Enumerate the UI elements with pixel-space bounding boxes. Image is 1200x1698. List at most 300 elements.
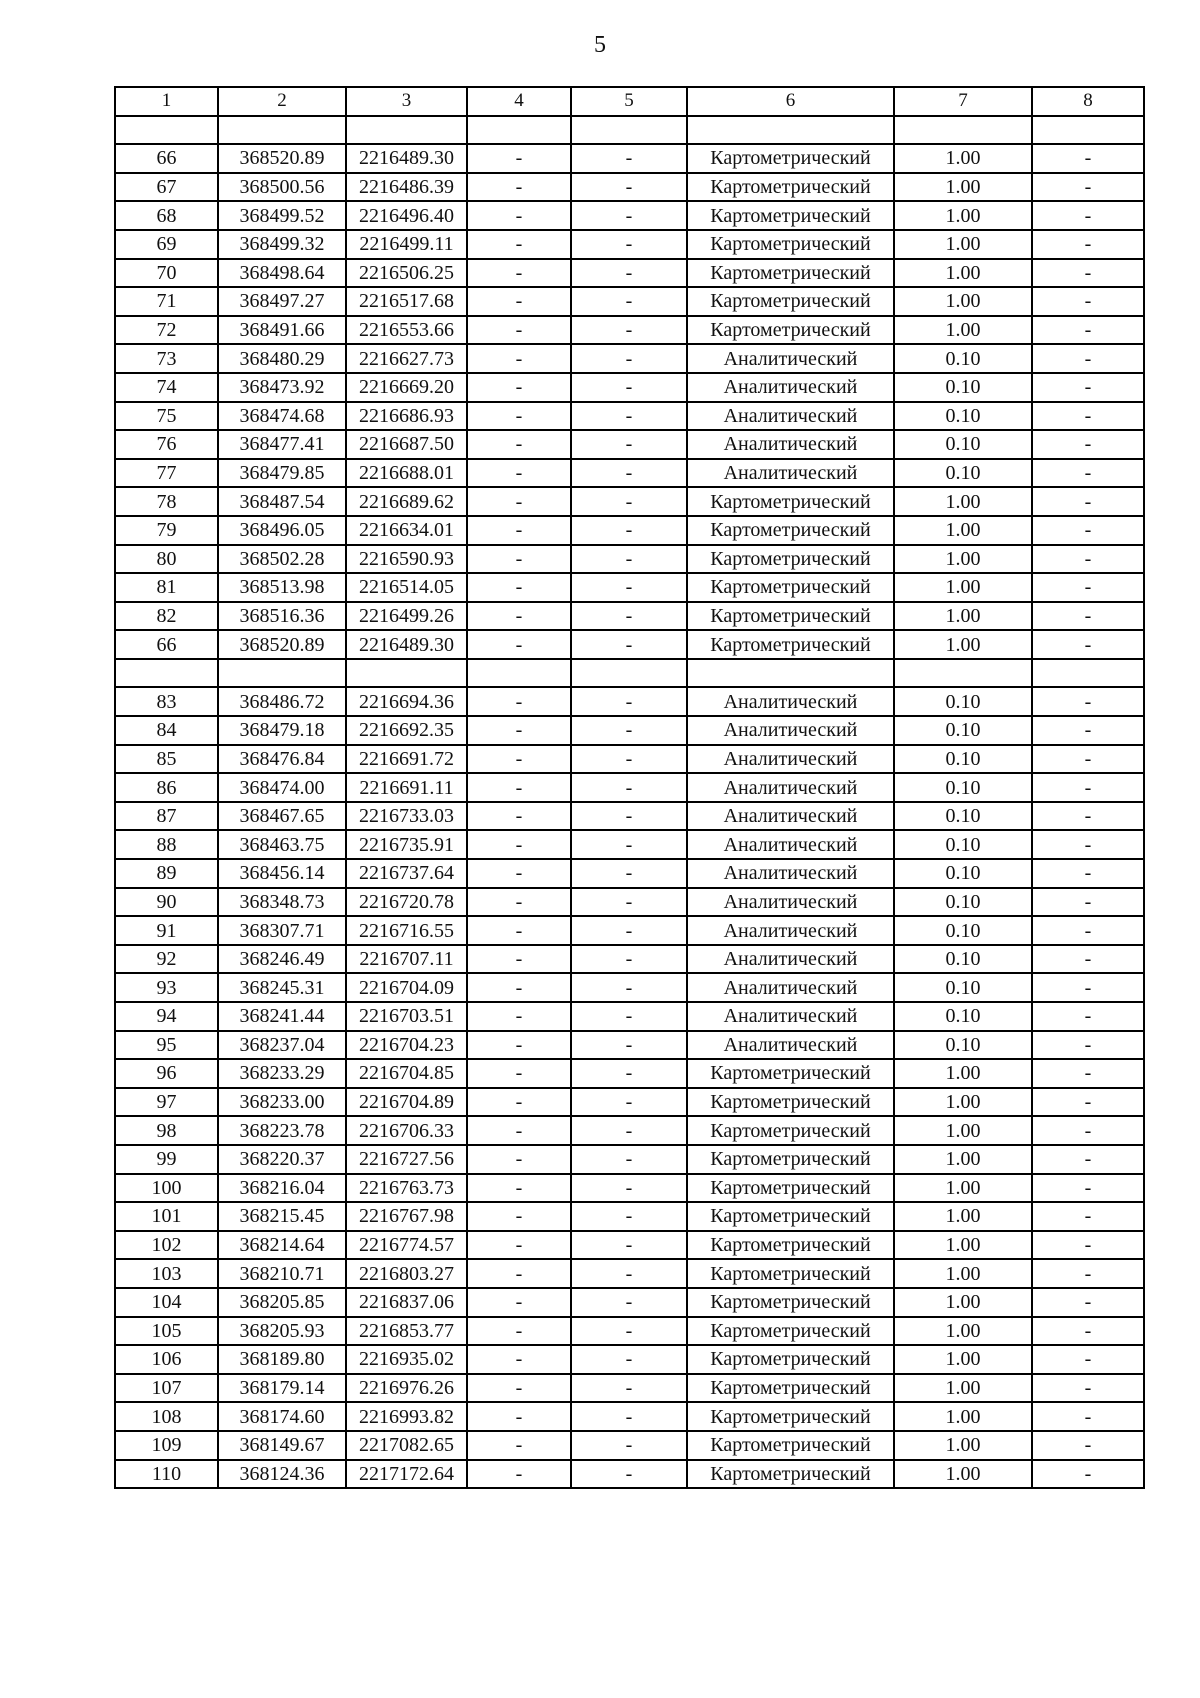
- column-5-cell: -: [571, 1231, 687, 1260]
- x-coordinate-cell: 368520.89: [218, 630, 346, 659]
- column-4-cell: -: [467, 1374, 571, 1403]
- column-4-cell: -: [467, 373, 571, 402]
- point-number-cell: 94: [115, 1002, 218, 1031]
- method-cell: Картометрический: [687, 259, 894, 288]
- column-4-cell: -: [467, 230, 571, 259]
- method-cell: Аналитический: [687, 830, 894, 859]
- table-row: [115, 545, 1144, 574]
- x-coordinate-cell: 368215.45: [218, 1202, 346, 1231]
- y-coordinate-cell: 2216694.36: [346, 687, 467, 716]
- accuracy-cell: 1.00: [894, 287, 1032, 316]
- column-5-cell: -: [571, 1031, 687, 1060]
- column-8-cell: -: [1032, 173, 1144, 202]
- accuracy-cell: 0.10: [894, 773, 1032, 802]
- x-coordinate-cell: 368499.32: [218, 230, 346, 259]
- column-5-cell: -: [571, 573, 687, 602]
- column-4-cell: -: [467, 573, 571, 602]
- point-number-cell: 79: [115, 516, 218, 545]
- x-coordinate-cell: 368124.36: [218, 1460, 346, 1489]
- method-cell: Аналитический: [687, 745, 894, 774]
- column-5-cell: -: [571, 802, 687, 831]
- method-cell: Аналитический: [687, 1002, 894, 1031]
- column-4-cell: -: [467, 1088, 571, 1117]
- table-row: [115, 1031, 1144, 1060]
- y-coordinate-cell: 2216727.56: [346, 1145, 467, 1174]
- method-cell: Аналитический: [687, 888, 894, 917]
- point-number-cell: 78: [115, 487, 218, 516]
- column-4-cell: -: [467, 1317, 571, 1346]
- method-cell: Аналитический: [687, 973, 894, 1002]
- point-number-cell: 68: [115, 201, 218, 230]
- column-8-cell: -: [1032, 745, 1144, 774]
- x-coordinate-cell: 368456.14: [218, 859, 346, 888]
- column-5-cell: -: [571, 1145, 687, 1174]
- method-cell: Картометрический: [687, 1431, 894, 1460]
- method-cell: Картометрический: [687, 1402, 894, 1431]
- accuracy-cell: 1.00: [894, 1174, 1032, 1203]
- table-row: [115, 1116, 1144, 1145]
- method-cell: [687, 116, 894, 145]
- column-5-cell: -: [571, 459, 687, 488]
- y-coordinate-cell: 2216704.85: [346, 1059, 467, 1088]
- x-coordinate-cell: 368233.00: [218, 1088, 346, 1117]
- y-coordinate-cell: 2216669.20: [346, 373, 467, 402]
- column-4-cell: -: [467, 173, 571, 202]
- x-coordinate-cell: 368179.14: [218, 1374, 346, 1403]
- table-row: [115, 1088, 1144, 1117]
- column-5-cell: -: [571, 745, 687, 774]
- accuracy-cell: 0.10: [894, 459, 1032, 488]
- accuracy-cell: 1.00: [894, 487, 1032, 516]
- x-coordinate-cell: 368496.05: [218, 516, 346, 545]
- y-coordinate-cell: 2216976.26: [346, 1374, 467, 1403]
- method-cell: Картометрический: [687, 1259, 894, 1288]
- y-coordinate-cell: 2216634.01: [346, 516, 467, 545]
- x-coordinate-cell: 368237.04: [218, 1031, 346, 1060]
- point-number-cell: [115, 659, 218, 688]
- method-cell: Аналитический: [687, 373, 894, 402]
- column-5-cell: -: [571, 916, 687, 945]
- table-row: [115, 402, 1144, 431]
- column-5-cell: -: [571, 373, 687, 402]
- column-5-cell: -: [571, 630, 687, 659]
- x-coordinate-cell: 368473.92: [218, 373, 346, 402]
- column-4-cell: -: [467, 1031, 571, 1060]
- accuracy-cell: 0.10: [894, 802, 1032, 831]
- y-coordinate-cell: 2216737.64: [346, 859, 467, 888]
- x-coordinate-cell: 368498.64: [218, 259, 346, 288]
- column-8-cell: -: [1032, 1259, 1144, 1288]
- table-row: [115, 973, 1144, 1002]
- y-coordinate-cell: 2216720.78: [346, 888, 467, 917]
- point-number-cell: 88: [115, 830, 218, 859]
- accuracy-cell: 1.00: [894, 1460, 1032, 1489]
- point-number-cell: 93: [115, 973, 218, 1002]
- accuracy-cell: 1.00: [894, 316, 1032, 345]
- accuracy-cell: [894, 659, 1032, 688]
- column-4-cell: -: [467, 545, 571, 574]
- column-8-cell: -: [1032, 916, 1144, 945]
- point-number-cell: 74: [115, 373, 218, 402]
- x-coordinate-cell: 368233.29: [218, 1059, 346, 1088]
- column-8-cell: -: [1032, 1460, 1144, 1489]
- accuracy-cell: 1.00: [894, 1231, 1032, 1260]
- table-body: [115, 87, 1144, 1488]
- point-number-cell: 70: [115, 259, 218, 288]
- column-4-cell: -: [467, 945, 571, 974]
- point-number-cell: 102: [115, 1231, 218, 1260]
- accuracy-cell: 0.10: [894, 1031, 1032, 1060]
- method-cell: Аналитический: [687, 802, 894, 831]
- table-row: [115, 916, 1144, 945]
- column-8-cell: -: [1032, 1031, 1144, 1060]
- table-row: [115, 516, 1144, 545]
- point-number-cell: 101: [115, 1202, 218, 1231]
- column-5-cell: -: [571, 287, 687, 316]
- column-8-cell: -: [1032, 430, 1144, 459]
- column-4-cell: -: [467, 1460, 571, 1489]
- accuracy-cell: 0.10: [894, 402, 1032, 431]
- table-row: [115, 602, 1144, 631]
- method-cell: Картометрический: [687, 1088, 894, 1117]
- point-number-cell: 98: [115, 1116, 218, 1145]
- table-row: [115, 1145, 1144, 1174]
- accuracy-cell: 1.00: [894, 1288, 1032, 1317]
- column-5-cell: -: [571, 1059, 687, 1088]
- accuracy-cell: 1.00: [894, 201, 1032, 230]
- table-row: [115, 745, 1144, 774]
- column-5-cell: -: [571, 516, 687, 545]
- table-row: [115, 1317, 1144, 1346]
- point-number-cell: 109: [115, 1431, 218, 1460]
- column-8-cell: -: [1032, 773, 1144, 802]
- method-cell: Картометрический: [687, 1116, 894, 1145]
- method-cell: Картометрический: [687, 1288, 894, 1317]
- method-cell: [687, 659, 894, 688]
- header-cell: 1: [115, 87, 218, 116]
- table-row: [115, 430, 1144, 459]
- column-4-cell: -: [467, 1431, 571, 1460]
- column-4-cell: -: [467, 487, 571, 516]
- column-8-cell: -: [1032, 1088, 1144, 1117]
- method-cell: Картометрический: [687, 316, 894, 345]
- column-5-cell: -: [571, 1460, 687, 1489]
- point-number-cell: 108: [115, 1402, 218, 1431]
- column-8-cell: -: [1032, 1059, 1144, 1088]
- y-coordinate-cell: 2216935.02: [346, 1345, 467, 1374]
- accuracy-cell: 1.00: [894, 602, 1032, 631]
- accuracy-cell: 1.00: [894, 1402, 1032, 1431]
- x-coordinate-cell: 368220.37: [218, 1145, 346, 1174]
- y-coordinate-cell: 2216517.68: [346, 287, 467, 316]
- method-cell: Картометрический: [687, 602, 894, 631]
- column-4-cell: -: [467, 888, 571, 917]
- column-4-cell: -: [467, 144, 571, 173]
- column-8-cell: -: [1032, 516, 1144, 545]
- column-4-cell: -: [467, 745, 571, 774]
- y-coordinate-cell: [346, 116, 467, 145]
- method-cell: Аналитический: [687, 859, 894, 888]
- y-coordinate-cell: 2216692.35: [346, 716, 467, 745]
- column-4-cell: -: [467, 630, 571, 659]
- accuracy-cell: 1.00: [894, 1088, 1032, 1117]
- y-coordinate-cell: 2216703.51: [346, 1002, 467, 1031]
- column-5-cell: -: [571, 201, 687, 230]
- table-row: [115, 459, 1144, 488]
- column-8-cell: -: [1032, 1374, 1144, 1403]
- table-row: [115, 316, 1144, 345]
- x-coordinate-cell: 368499.52: [218, 201, 346, 230]
- column-8-cell: -: [1032, 316, 1144, 345]
- x-coordinate-cell: 368500.56: [218, 173, 346, 202]
- y-coordinate-cell: 2216506.25: [346, 259, 467, 288]
- accuracy-cell: 0.10: [894, 1002, 1032, 1031]
- y-coordinate-cell: 2216691.11: [346, 773, 467, 802]
- page-number: 5: [594, 32, 606, 58]
- column-5-cell: -: [571, 773, 687, 802]
- y-coordinate-cell: 2216627.73: [346, 344, 467, 373]
- column-8-cell: -: [1032, 373, 1144, 402]
- column-4-cell: -: [467, 1116, 571, 1145]
- y-coordinate-cell: 2216688.01: [346, 459, 467, 488]
- table-row: [115, 116, 1144, 145]
- method-cell: Аналитический: [687, 773, 894, 802]
- column-4-cell: -: [467, 1345, 571, 1374]
- x-coordinate-cell: 368467.65: [218, 802, 346, 831]
- table-row: [115, 945, 1144, 974]
- y-coordinate-cell: 2216706.33: [346, 1116, 467, 1145]
- accuracy-cell: 1.00: [894, 516, 1032, 545]
- accuracy-cell: 0.10: [894, 716, 1032, 745]
- accuracy-cell: 1.00: [894, 1116, 1032, 1145]
- accuracy-cell: 0.10: [894, 373, 1032, 402]
- column-8-cell: -: [1032, 1145, 1144, 1174]
- column-4-cell: -: [467, 259, 571, 288]
- point-number-cell: 81: [115, 573, 218, 602]
- column-8-cell: -: [1032, 230, 1144, 259]
- column-4-cell: [467, 116, 571, 145]
- column-8-cell: -: [1032, 687, 1144, 716]
- method-cell: Картометрический: [687, 630, 894, 659]
- column-8-cell: -: [1032, 716, 1144, 745]
- table-row: [115, 888, 1144, 917]
- column-8-cell: -: [1032, 830, 1144, 859]
- x-coordinate-cell: [218, 116, 346, 145]
- column-5-cell: -: [571, 1288, 687, 1317]
- y-coordinate-cell: 2216691.72: [346, 745, 467, 774]
- method-cell: Картометрический: [687, 545, 894, 574]
- table-row: [115, 1259, 1144, 1288]
- column-8-cell: -: [1032, 259, 1144, 288]
- accuracy-cell: 0.10: [894, 344, 1032, 373]
- table-header-row: [115, 87, 1144, 116]
- point-number-cell: 75: [115, 402, 218, 431]
- x-coordinate-cell: 368348.73: [218, 888, 346, 917]
- table-row: [115, 687, 1144, 716]
- column-8-cell: -: [1032, 602, 1144, 631]
- y-coordinate-cell: 2216837.06: [346, 1288, 467, 1317]
- x-coordinate-cell: 368491.66: [218, 316, 346, 345]
- point-number-cell: 110: [115, 1460, 218, 1489]
- column-4-cell: -: [467, 1174, 571, 1203]
- x-coordinate-cell: 368502.28: [218, 545, 346, 574]
- method-cell: Аналитический: [687, 916, 894, 945]
- column-5-cell: -: [571, 1431, 687, 1460]
- column-5-cell: -: [571, 1374, 687, 1403]
- y-coordinate-cell: 2216763.73: [346, 1174, 467, 1203]
- column-8-cell: -: [1032, 802, 1144, 831]
- point-number-cell: 69: [115, 230, 218, 259]
- table-row: [115, 630, 1144, 659]
- y-coordinate-cell: [346, 659, 467, 688]
- method-cell: Картометрический: [687, 201, 894, 230]
- accuracy-cell: 0.10: [894, 430, 1032, 459]
- column-8-cell: -: [1032, 859, 1144, 888]
- column-8-cell: -: [1032, 1345, 1144, 1374]
- x-coordinate-cell: [218, 659, 346, 688]
- header-cell: 7: [894, 87, 1032, 116]
- table-row: [115, 802, 1144, 831]
- x-coordinate-cell: 368479.18: [218, 716, 346, 745]
- column-5-cell: -: [571, 945, 687, 974]
- coordinates-table: [114, 86, 1145, 1489]
- point-number-cell: 80: [115, 545, 218, 574]
- column-5-cell: -: [571, 716, 687, 745]
- point-number-cell: 91: [115, 916, 218, 945]
- accuracy-cell: [894, 116, 1032, 145]
- column-4-cell: -: [467, 430, 571, 459]
- column-8-cell: -: [1032, 201, 1144, 230]
- table-row: [115, 1174, 1144, 1203]
- y-coordinate-cell: 2216803.27: [346, 1259, 467, 1288]
- column-8-cell: -: [1032, 1116, 1144, 1145]
- accuracy-cell: 0.10: [894, 888, 1032, 917]
- column-4-cell: -: [467, 459, 571, 488]
- table-row: [115, 859, 1144, 888]
- column-4-cell: -: [467, 316, 571, 345]
- x-coordinate-cell: 368210.71: [218, 1259, 346, 1288]
- column-8-cell: -: [1032, 144, 1144, 173]
- table-row: [115, 1288, 1144, 1317]
- column-4-cell: -: [467, 1288, 571, 1317]
- table-row: [115, 1059, 1144, 1088]
- column-8-cell: -: [1032, 973, 1144, 1002]
- column-4-cell: -: [467, 859, 571, 888]
- method-cell: Картометрический: [687, 1202, 894, 1231]
- column-8-cell: [1032, 659, 1144, 688]
- column-4-cell: [467, 659, 571, 688]
- y-coordinate-cell: 2216499.26: [346, 602, 467, 631]
- y-coordinate-cell: 2216853.77: [346, 1317, 467, 1346]
- y-coordinate-cell: 2217172.64: [346, 1460, 467, 1489]
- column-8-cell: -: [1032, 344, 1144, 373]
- column-8-cell: -: [1032, 1202, 1144, 1231]
- column-5-cell: -: [571, 230, 687, 259]
- y-coordinate-cell: 2216496.40: [346, 201, 467, 230]
- method-cell: Картометрический: [687, 173, 894, 202]
- y-coordinate-cell: 2216590.93: [346, 545, 467, 574]
- column-5-cell: -: [571, 1317, 687, 1346]
- column-4-cell: -: [467, 1145, 571, 1174]
- column-5-cell: -: [571, 830, 687, 859]
- point-number-cell: 97: [115, 1088, 218, 1117]
- x-coordinate-cell: 368497.27: [218, 287, 346, 316]
- column-4-cell: -: [467, 773, 571, 802]
- point-number-cell: 85: [115, 745, 218, 774]
- column-4-cell: -: [467, 1059, 571, 1088]
- column-5-cell: -: [571, 545, 687, 574]
- column-4-cell: -: [467, 201, 571, 230]
- method-cell: Картометрический: [687, 1059, 894, 1088]
- point-number-cell: 83: [115, 687, 218, 716]
- accuracy-cell: 1.00: [894, 1317, 1032, 1346]
- table-row: [115, 716, 1144, 745]
- accuracy-cell: 1.00: [894, 1059, 1032, 1088]
- point-number-cell: 92: [115, 945, 218, 974]
- point-number-cell: 99: [115, 1145, 218, 1174]
- x-coordinate-cell: 368487.54: [218, 487, 346, 516]
- y-coordinate-cell: 2216716.55: [346, 916, 467, 945]
- y-coordinate-cell: 2216993.82: [346, 1402, 467, 1431]
- column-5-cell: -: [571, 1002, 687, 1031]
- point-number-cell: 105: [115, 1317, 218, 1346]
- accuracy-cell: 1.00: [894, 1259, 1032, 1288]
- column-4-cell: -: [467, 602, 571, 631]
- column-5-cell: -: [571, 344, 687, 373]
- point-number-cell: 100: [115, 1174, 218, 1203]
- column-5-cell: -: [571, 1345, 687, 1374]
- column-4-cell: -: [467, 802, 571, 831]
- table-row: [115, 344, 1144, 373]
- column-8-cell: [1032, 116, 1144, 145]
- method-cell: Аналитический: [687, 459, 894, 488]
- x-coordinate-cell: 368513.98: [218, 573, 346, 602]
- column-4-cell: -: [467, 830, 571, 859]
- y-coordinate-cell: 2216687.50: [346, 430, 467, 459]
- column-8-cell: -: [1032, 545, 1144, 574]
- accuracy-cell: 1.00: [894, 230, 1032, 259]
- column-4-cell: -: [467, 1202, 571, 1231]
- point-number-cell: 84: [115, 716, 218, 745]
- table-row: [115, 230, 1144, 259]
- table-row: [115, 1202, 1144, 1231]
- accuracy-cell: 1.00: [894, 1374, 1032, 1403]
- column-5-cell: [571, 116, 687, 145]
- column-5-cell: -: [571, 687, 687, 716]
- header-cell: 8: [1032, 87, 1144, 116]
- y-coordinate-cell: 2216686.93: [346, 402, 467, 431]
- method-cell: Картометрический: [687, 487, 894, 516]
- accuracy-cell: 0.10: [894, 973, 1032, 1002]
- column-5-cell: -: [571, 430, 687, 459]
- y-coordinate-cell: 2216704.09: [346, 973, 467, 1002]
- method-cell: Аналитический: [687, 687, 894, 716]
- column-8-cell: -: [1032, 1231, 1144, 1260]
- accuracy-cell: 0.10: [894, 945, 1032, 974]
- table-row: [115, 144, 1144, 173]
- point-number-cell: 96: [115, 1059, 218, 1088]
- method-cell: Аналитический: [687, 402, 894, 431]
- method-cell: Аналитический: [687, 430, 894, 459]
- x-coordinate-cell: 368474.68: [218, 402, 346, 431]
- y-coordinate-cell: 2216704.89: [346, 1088, 467, 1117]
- table-row: [115, 259, 1144, 288]
- y-coordinate-cell: 2217082.65: [346, 1431, 467, 1460]
- column-5-cell: -: [571, 1116, 687, 1145]
- x-coordinate-cell: 368214.64: [218, 1231, 346, 1260]
- method-cell: Картометрический: [687, 1145, 894, 1174]
- x-coordinate-cell: 368474.00: [218, 773, 346, 802]
